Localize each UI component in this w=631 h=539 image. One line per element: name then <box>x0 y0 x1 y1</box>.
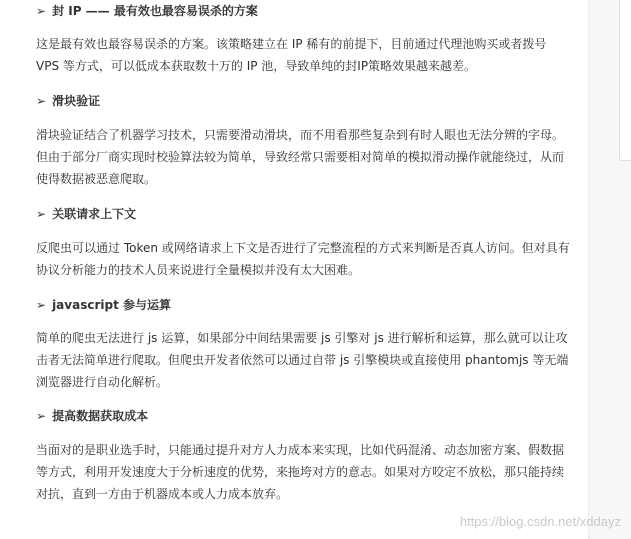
section-heading-block-ip <box>36 2 258 20</box>
section-heading-text: javascript 参与运算 <box>52 298 171 312</box>
arrow-bullet-icon: ➢ <box>36 94 47 108</box>
section-heading-cost <box>36 407 148 425</box>
section-heading-javascript <box>36 296 171 314</box>
arrow-bullet-icon: ➢ <box>36 409 47 423</box>
sidebar-card <box>619 0 631 161</box>
arrow-bullet-icon: ➢ <box>36 4 47 18</box>
section-paragraph-context: 反爬虫可以通过 Token 或网络请求上下文是否进行了完整流程的方式来判断是否真人访问。但对具有协议分析能力的技术人员来说进行全量模拟并没有太大困难。 <box>36 241 570 277</box>
section-heading-context <box>36 205 136 223</box>
arrow-bullet-icon: ➢ <box>36 298 47 312</box>
section-heading-text: 滑块验证 <box>52 94 101 108</box>
section-paragraph-block-ip: 这是最有效也最容易误杀的方案。该策略建立在 IP 稀有的前提下，目前通过代理池购买或者拨号 VPS 等方式，可以低成本获取数十万的 IP 池，导致单纯的封IP策略效果越来越差。 <box>36 37 547 73</box>
section-heading-text: 封 IP —— 最有效也最容易误杀的方案 <box>52 4 258 18</box>
arrow-bullet-icon: ➢ <box>36 207 47 221</box>
section-paragraph-javascript: 简单的爬虫无法进行 js 运算，如果部分中间结果需要 js 引擎对 js 进行解析和运算，那么就可以让攻击者无法简单进行爬取。但爬虫开发者依然可以通过自带 js 引擎模块或直接使用 phantomjs 等无端浏览器进行自动化解析。 <box>36 331 569 389</box>
section-heading-slider <box>36 92 100 110</box>
section-heading-text: 关联请求上下文 <box>52 207 137 221</box>
section-heading-text: 提高数据获取成本 <box>52 409 149 423</box>
watermark: https://blog.csdn.net/xddayz <box>459 514 621 529</box>
article-body <box>16 0 588 539</box>
section-paragraph-cost: 当面对的是职业选手时，只能通过提升对方人力成本来实现，比如代码混淆、动态加密方案、假数据等方式，利用开发速度大于分析速度的优势，来拖垮对方的意志。如果对方咬定不放松，那只能持续对抗，直到一方由于机器成本或人力成本放弃。 <box>36 443 565 501</box>
section-paragraph-slider: 滑块验证结合了机器学习技术，只需要滑动滑块，而不用看那些复杂到有时人眼也无法分辨的字母。但由于部分厂商实现时校验算法较为简单，导致经常只需要相对简单的模拟滑动操作就能绕过，从而使得数据被恶意爬取。 <box>36 128 565 186</box>
